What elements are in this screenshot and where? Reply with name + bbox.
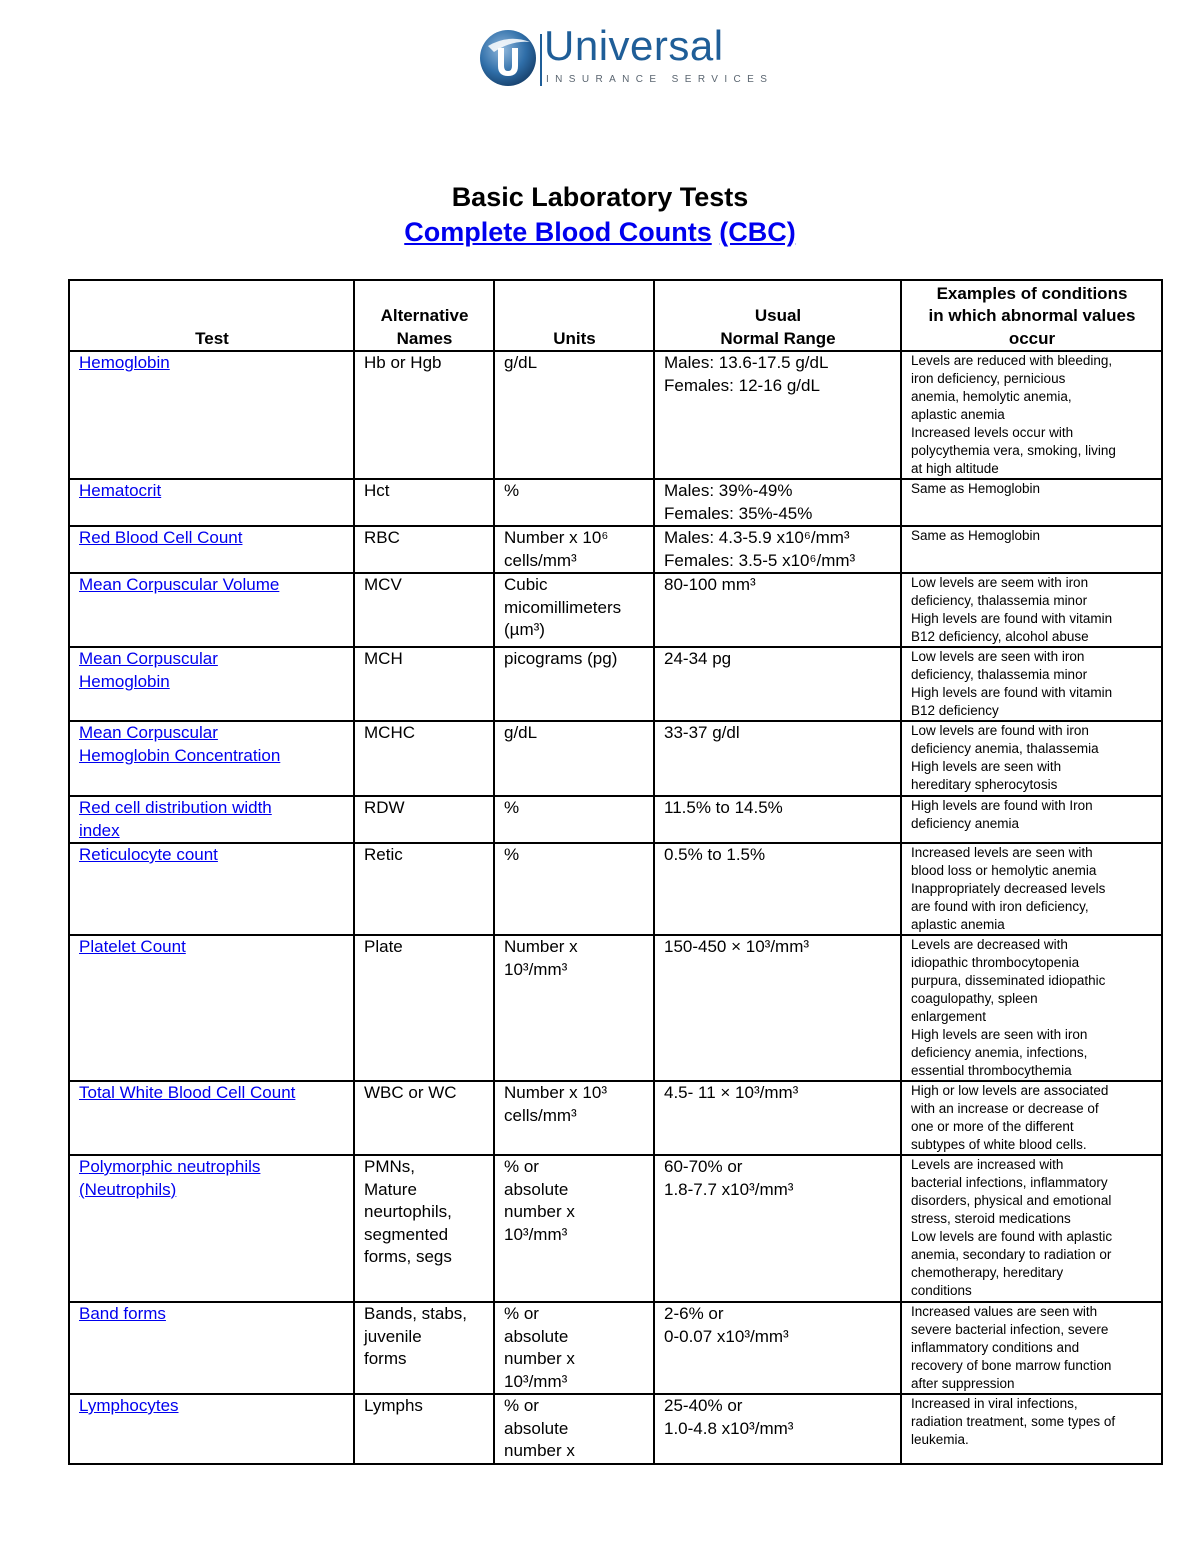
test-cell [69, 351, 354, 479]
normal-range-cell: Males: 39%-49% Females: 35%-45% [654, 479, 901, 526]
logo-name: Universal [544, 22, 724, 69]
table-row [69, 796, 1162, 843]
examples-cell: Increased in viral infections, radiation treatment, some types of leukemia. [901, 1394, 1162, 1464]
alternative-names-cell: Plate [354, 935, 494, 1081]
test-link[interactable]: Hematocrit [79, 481, 162, 500]
units-cell: Number x 10³/mm³ [494, 935, 654, 1081]
alternative-names-cell: MCV [354, 573, 494, 647]
test-link[interactable]: Red cell distribution width index [79, 798, 272, 840]
test-cell [69, 1081, 354, 1155]
cbc-abbr-link[interactable]: (CBC) [719, 217, 796, 247]
table-row [69, 843, 1162, 935]
test-cell [69, 1155, 354, 1302]
test-link[interactable]: Mean Corpuscular Hemoglobin Concentration [79, 723, 281, 765]
table-row [69, 935, 1162, 1081]
alternative-names-cell: Hct [354, 479, 494, 526]
header-test: Test [69, 280, 354, 351]
table-row [69, 1081, 1162, 1155]
examples-cell: High levels are found with Iron deficiency anemia [901, 796, 1162, 843]
test-cell [69, 796, 354, 843]
units-cell: Number x 10³ cells/mm³ [494, 1081, 654, 1155]
test-link[interactable]: Mean Corpuscular Volume [79, 575, 280, 594]
normal-range-cell: 0.5% to 1.5% [654, 843, 901, 935]
examples-cell: Same as Hemoglobin [901, 526, 1162, 573]
test-link[interactable]: Total White Blood Cell Count [79, 1083, 296, 1102]
normal-range-cell: 80-100 mm³ [654, 573, 901, 647]
units-cell: % [494, 796, 654, 843]
logo-divider [540, 34, 542, 86]
test-cell [69, 1394, 354, 1464]
test-cell [69, 1302, 354, 1394]
test-cell [69, 647, 354, 721]
units-cell: % [494, 843, 654, 935]
test-link[interactable]: Red Blood Cell Count [79, 528, 243, 547]
alternative-names-cell: Hb or Hgb [354, 351, 494, 479]
normal-range-cell: 150-450 × 10³/mm³ [654, 935, 901, 1081]
table-row [69, 1394, 1162, 1464]
examples-cell: Increased values are seen with severe bacterial infection, severe inflammatory conditions and recovery of bone marrow function after suppression [901, 1302, 1162, 1394]
globe-icon [478, 26, 538, 88]
examples-cell: Levels are reduced with bleeding, iron deficiency, pernicious anemia, hemolytic anemia, aplastic anemia Increased levels occur with polycythemia vera, smoking, living at high altitude [901, 351, 1162, 479]
page-subtitle [0, 217, 1200, 248]
test-link[interactable]: Hemoglobin [79, 353, 170, 372]
examples-cell: Levels are increased with bacterial infections, inflammatory disorders, physical and emotional stress, steroid medications Low levels are found with aplastic anemia, secondary to radiation or chemotherapy, hereditary conditions [901, 1155, 1162, 1302]
table-row [69, 721, 1162, 796]
header-units: Units [494, 280, 654, 351]
units-cell: picograms (pg) [494, 647, 654, 721]
alternative-names-cell: RBC [354, 526, 494, 573]
test-cell [69, 573, 354, 647]
table-row [69, 351, 1162, 479]
test-link[interactable]: Platelet Count [79, 937, 186, 956]
normal-range-cell: Males: 4.3-5.9 x10⁶/mm³ Females: 3.5-5 x10⁶/mm³ [654, 526, 901, 573]
examples-cell: High or low levels are associated with an increase or decrease of one or more of the different subtypes of white blood cells. [901, 1081, 1162, 1155]
alternative-names-cell: WBC or WC [354, 1081, 494, 1155]
table-row [69, 1302, 1162, 1394]
examples-cell: Increased levels are seen with blood loss or hemolytic anemia Inappropriately decreased levels are found with iron deficiency, aplastic anemia [901, 843, 1162, 935]
header-examples: Examples of conditions in which abnormal values occur [901, 280, 1162, 351]
test-link[interactable]: Band forms [79, 1304, 166, 1323]
units-cell: % or absolute number x 10³/mm³ [494, 1155, 654, 1302]
test-cell [69, 479, 354, 526]
normal-range-cell: 60-70% or 1.8-7.7 x10³/mm³ [654, 1155, 901, 1302]
normal-range-cell: 33-37 g/dl [654, 721, 901, 796]
examples-cell: Levels are decreased with idiopathic thrombocytopenia purpura, disseminated idiopathic coagulopathy, spleen enlargement High levels are seen with iron deficiency anemia, infections, essential thrombocythemia [901, 935, 1162, 1081]
test-cell [69, 935, 354, 1081]
units-cell: % or absolute number x 10³/mm³ [494, 1302, 654, 1394]
test-cell [69, 843, 354, 935]
alternative-names-cell: MCH [354, 647, 494, 721]
logo-subtitle: INSURANCE SERVICES [546, 74, 774, 85]
examples-cell: Low levels are seen with iron deficiency, thalassemia minor High levels are found with vitamin B12 deficiency [901, 647, 1162, 721]
table-row [69, 1155, 1162, 1302]
alternative-names-cell: PMNs, Mature neurtophils, segmented forms, segs [354, 1155, 494, 1302]
units-cell: % [494, 479, 654, 526]
header-normal-range: Usual Normal Range [654, 280, 901, 351]
normal-range-cell: 25-40% or 1.0-4.8 x10³/mm³ [654, 1394, 901, 1464]
test-link[interactable]: Lymphocytes [79, 1396, 179, 1415]
test-cell [69, 526, 354, 573]
table-header-row [69, 280, 1162, 351]
units-cell: % or absolute number x [494, 1394, 654, 1464]
units-cell: Cubic micomillimeters (µm³) [494, 573, 654, 647]
alternative-names-cell: MCHC [354, 721, 494, 796]
table-row [69, 479, 1162, 526]
examples-cell: Low levels are found with iron deficiency anemia, thalassemia High levels are seen with hereditary spherocytosis [901, 721, 1162, 796]
test-cell [69, 721, 354, 796]
header-alternative-names: Alternative Names [354, 280, 494, 351]
units-cell: Number x 10⁶ cells/mm³ [494, 526, 654, 573]
alternative-names-cell: Lymphs [354, 1394, 494, 1464]
test-link[interactable]: Polymorphic neutrophils (Neutrophils) [79, 1157, 261, 1199]
company-logo [478, 22, 774, 92]
table-row [69, 647, 1162, 721]
page-title: Basic Laboratory Tests [451, 182, 749, 212]
units-cell: g/dL [494, 351, 654, 479]
test-link[interactable]: Mean Corpuscular Hemoglobin [79, 649, 218, 691]
alternative-names-cell: RDW [354, 796, 494, 843]
alternative-names-cell: Bands, stabs, juvenile forms [354, 1302, 494, 1394]
cbc-link[interactable]: Complete Blood Counts [404, 217, 712, 247]
table-row [69, 573, 1162, 647]
alternative-names-cell: Retic [354, 843, 494, 935]
cbc-table [68, 279, 1163, 1465]
normal-range-cell: 11.5% to 14.5% [654, 796, 901, 843]
examples-cell: Low levels are seem with iron deficiency, thalassemia minor High levels are found with vitamin B12 deficiency, alcohol abuse [901, 573, 1162, 647]
normal-range-cell: 2-6% or 0-0.07 x10³/mm³ [654, 1302, 901, 1394]
normal-range-cell: 24-34 pg [654, 647, 901, 721]
test-link[interactable]: Reticulocyte count [79, 845, 218, 864]
normal-range-cell: 4.5- 11 × 10³/mm³ [654, 1081, 901, 1155]
normal-range-cell: Males: 13.6-17.5 g/dL Females: 12-16 g/dL [654, 351, 901, 479]
units-cell: g/dL [494, 721, 654, 796]
table-row [69, 526, 1162, 573]
examples-cell: Same as Hemoglobin [901, 479, 1162, 526]
